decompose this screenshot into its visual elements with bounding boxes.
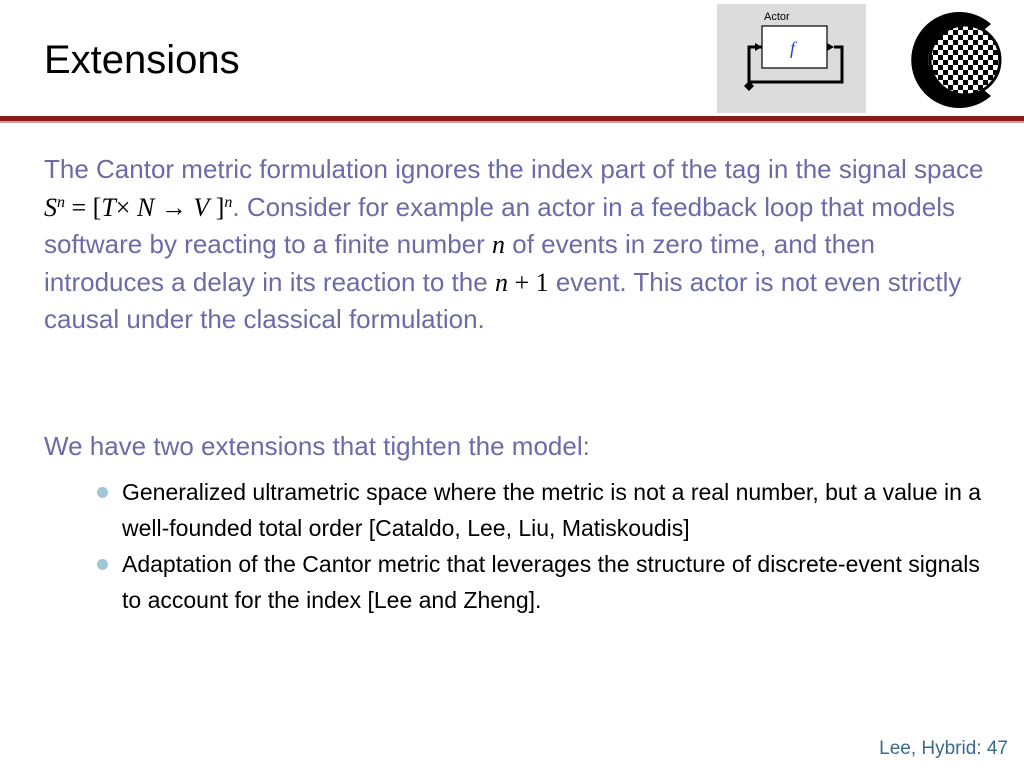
- input-port-icon: [755, 43, 762, 51]
- para1-text-1: The Cantor metric formulation ignores the index part of the tag in the signal space: [44, 154, 984, 184]
- para1-text-3: of events in zero time, and then introduces a delay in its reaction to the: [44, 229, 876, 297]
- chess-logo: [893, 10, 1015, 110]
- actor-feedback-figure: [717, 4, 866, 113]
- paragraph-cantor-metric: [44, 151, 994, 339]
- list-item: Generalized ultrametric space where the metric is not a real number, but a value in a well-founded total order [Cataldo, Lee, Liu, Matiskoudis]: [95, 474, 995, 546]
- para1-text-2: . Consider for example an actor in a feedback loop that models software by reacting to a finite number: [44, 191, 956, 259]
- para1-text-4: event. This actor is not even strictly causal under the classical formulation.: [44, 266, 962, 334]
- extensions-list: [95, 474, 995, 618]
- paragraph-extensions-intro: We have two extensions that tighten the model:: [44, 431, 590, 461]
- slide-title: Extensions: [44, 38, 240, 82]
- signal-space-formula: $S^n = [T\times N \to V$ ]$^n$: [44, 192, 233, 222]
- header-rule-shadow: [0, 121, 1024, 123]
- actor-label: Actor: [764, 11, 790, 23]
- output-port-icon: [827, 43, 834, 51]
- bullet-icon: [97, 559, 108, 570]
- math-n: n: [492, 230, 506, 259]
- bullet-icon: [97, 487, 108, 498]
- list-item: Adaptation of the Cantor metric that leverages the structure of discrete-event signals to account for the index [Lee and Zheng].: [95, 546, 995, 618]
- math-n-plus-1: n + 1: [494, 267, 549, 297]
- function-label: f: [790, 38, 796, 58]
- slide-footer: Lee, Hybrid: 47: [879, 738, 1008, 759]
